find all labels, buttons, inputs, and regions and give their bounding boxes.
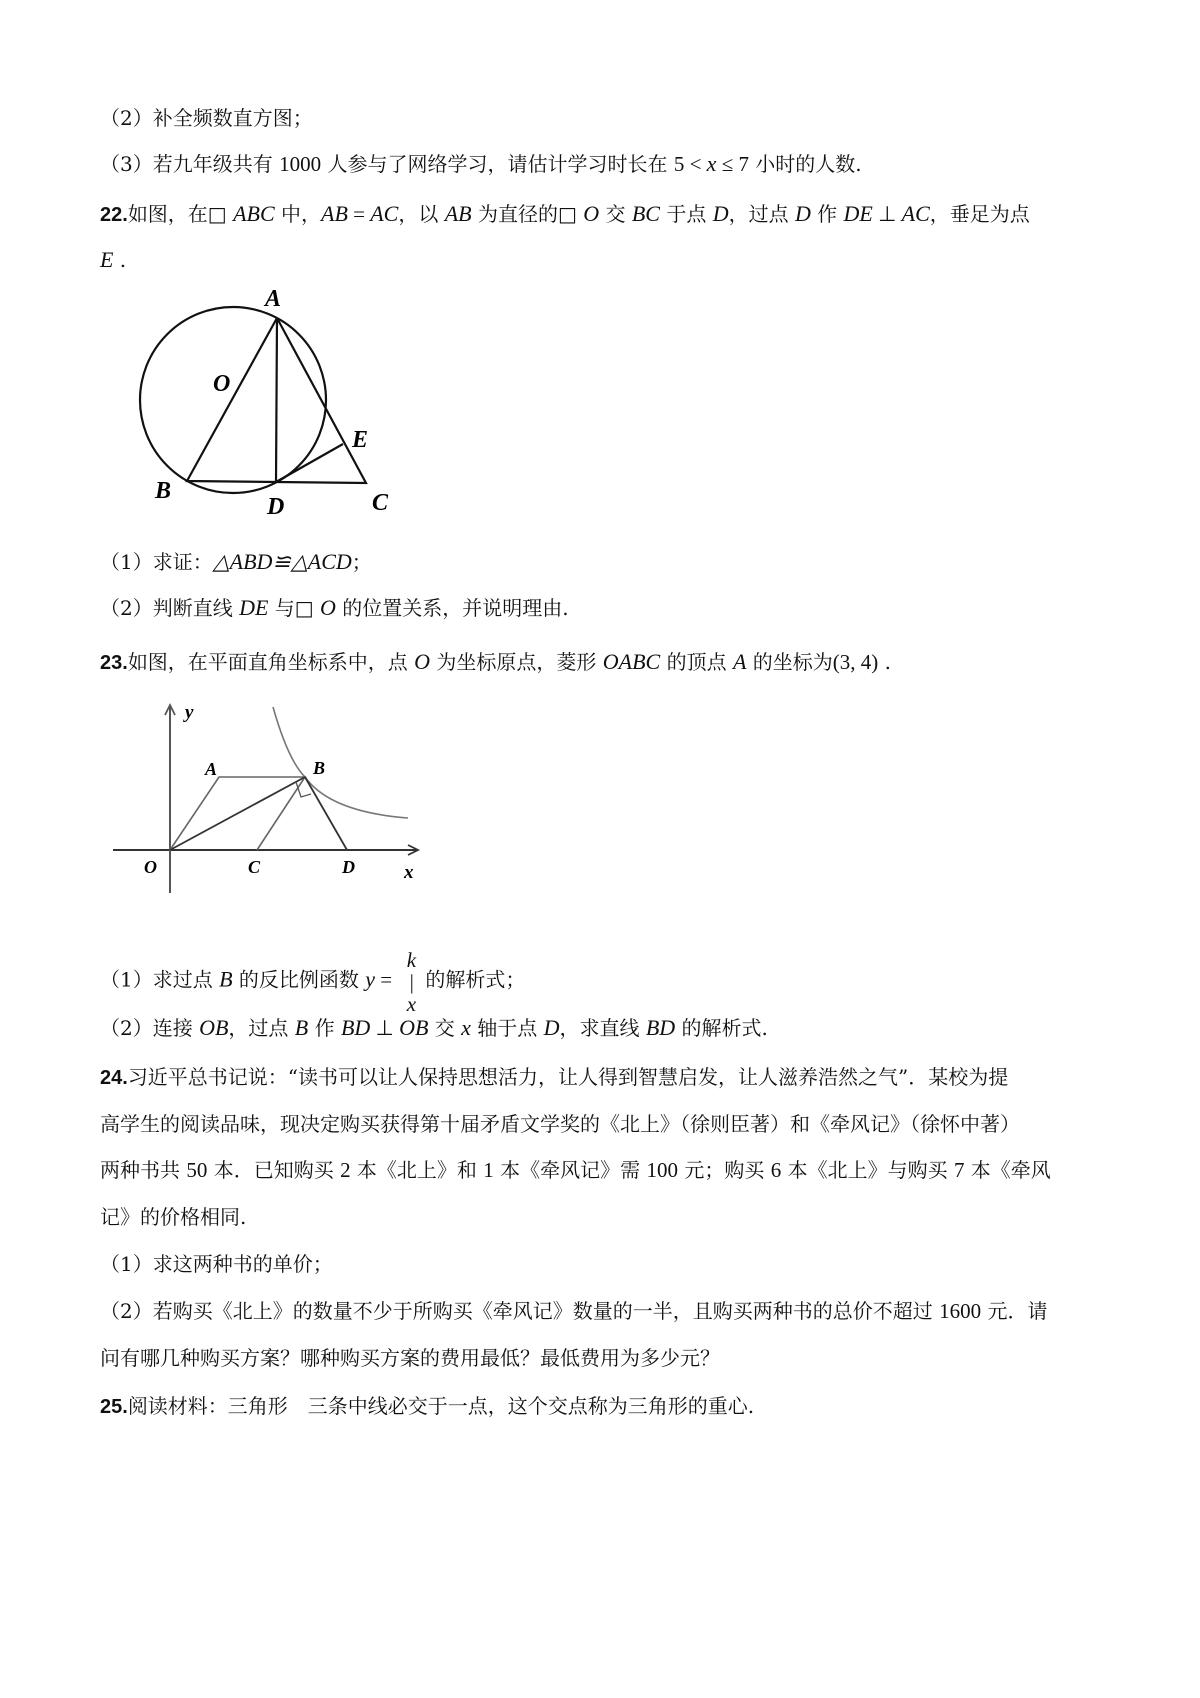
math-symbol: BC xyxy=(631,201,660,226)
text-segment: 两种书共 xyxy=(100,1158,187,1182)
math-symbol: y xyxy=(365,966,376,992)
math-symbol: △ABD≌△ACD xyxy=(212,549,352,574)
math-symbol: AC xyxy=(901,201,930,226)
figure-23-coordinate-rhombus xyxy=(100,690,440,920)
text-line-q24-2 xyxy=(100,1297,1047,1325)
math-symbol: D xyxy=(543,1015,560,1040)
text-segment: 习近平总书记说：“读书可以让人保持思想活力，让人得到智慧启发，让人滋养浩然之气”．某校为提 xyxy=(127,1065,1009,1089)
label-c: C xyxy=(248,857,261,877)
text-segment: ⊥ xyxy=(872,202,902,226)
text-line-q24 xyxy=(100,1063,1008,1092)
text-segment: 7 xyxy=(953,1158,965,1182)
math-symbol: ABC xyxy=(233,201,275,226)
math-symbol: OABC xyxy=(602,649,661,674)
label-o: O xyxy=(213,371,231,397)
text-segment: （1）求证： xyxy=(100,550,213,574)
text-line-q24-2b xyxy=(100,1344,720,1372)
text-segment: 与□ xyxy=(268,596,321,620)
text-segment: （1）求这两种书的单价； xyxy=(100,1252,333,1276)
text-segment: ⊥ xyxy=(370,1016,400,1040)
math-symbol: AB xyxy=(321,201,348,226)
text-line-q22-1 xyxy=(100,548,372,576)
text-segment: 1 xyxy=(483,1158,494,1182)
text-segment: 轴于点 xyxy=(470,1016,544,1040)
text-line-q22-cont xyxy=(100,246,126,274)
text-segment: 50 xyxy=(186,1158,208,1182)
text-line-q24-l4 xyxy=(100,1203,246,1231)
math-symbol: DE xyxy=(239,595,269,620)
text-segment: 为直径的□ xyxy=(471,202,584,226)
text-segment: 交 xyxy=(599,202,632,226)
text-line-q23-1 xyxy=(100,948,525,1014)
text-segment: 作 xyxy=(308,1016,341,1040)
question-number: 22. xyxy=(100,204,128,226)
fraction-k-over-x: k|x xyxy=(399,948,424,1014)
text-line-q21-3 xyxy=(100,150,862,178)
math-symbol: D xyxy=(712,201,729,226)
text-line-q23 xyxy=(100,648,891,677)
text-line-q22 xyxy=(100,200,1030,229)
text-segment: 的反比例函数 xyxy=(232,967,366,992)
math-symbol: AC xyxy=(370,201,399,226)
text-line-q22-2 xyxy=(100,594,569,622)
label-d: D xyxy=(342,857,355,877)
text-segment: 为坐标原点，菱形 xyxy=(430,650,603,674)
text-segment: 1000 xyxy=(279,152,322,176)
label-a: A xyxy=(265,286,282,312)
math-symbol: BD xyxy=(645,1015,676,1040)
text-segment: 的位置关系，并说明理由. xyxy=(335,596,569,620)
text-segment: = xyxy=(347,202,371,226)
label-x: x xyxy=(404,862,414,883)
label-b: B xyxy=(313,758,326,778)
text-segment: = xyxy=(375,967,398,992)
hyperbola-curve xyxy=(273,707,408,818)
text-segment: 交 xyxy=(428,1016,462,1040)
text-segment: （1）求过点 xyxy=(100,967,220,992)
text-segment: 6 xyxy=(770,1158,782,1182)
text-segment: ； xyxy=(351,550,372,574)
text-segment: ，以 xyxy=(398,202,445,226)
text-segment: . xyxy=(878,650,891,674)
text-segment: 如图，在□ xyxy=(127,202,234,226)
figure-22-circle-triangle xyxy=(120,280,420,530)
text-segment: ≤ 7 xyxy=(716,152,749,176)
text-segment: ，求直线 xyxy=(559,1016,646,1040)
math-symbol: O xyxy=(414,649,431,674)
math-symbol: D xyxy=(794,201,811,226)
text-segment: 于点 xyxy=(659,202,713,226)
math-symbol: O xyxy=(320,595,336,620)
text-segment: 本．已知购买 xyxy=(207,1158,341,1182)
text-segment: （2）补全频数直方图； xyxy=(100,106,313,130)
text-segment: （2）若购买《北上》的数量不少于所购买《牵风记》数量的一半，且购买两种书的总价不超过 xyxy=(100,1299,940,1323)
text-segment: ，过点 xyxy=(228,1016,295,1040)
text-segment: 100 xyxy=(646,1158,679,1182)
segment-bd xyxy=(305,777,347,850)
text-segment: 2 xyxy=(340,1158,351,1182)
text-line-q24-l3 xyxy=(100,1156,1051,1184)
math-symbol: BD xyxy=(340,1015,371,1040)
text-segment: 的解析式. xyxy=(675,1016,768,1040)
label-e: E xyxy=(352,427,369,453)
math-symbol: OB xyxy=(399,1015,429,1040)
question-number: 23. xyxy=(100,652,128,674)
text-line-q24-1 xyxy=(100,1250,333,1278)
text-segment: 人参与了网络学习，请估计学习时长在 xyxy=(321,152,674,176)
text-segment: 中， xyxy=(274,202,321,226)
question-number: 24. xyxy=(100,1067,128,1089)
text-segment: 的顶点 xyxy=(660,650,733,674)
text-segment: 元．请 xyxy=(981,1299,1048,1323)
text-line-q21-2 xyxy=(100,104,313,132)
circle-o xyxy=(140,307,326,493)
text-line-q25 xyxy=(100,1392,754,1421)
text-segment: 5 < xyxy=(673,152,707,176)
text-segment: 的解析式； xyxy=(425,967,526,992)
text-segment: ，垂足为点 xyxy=(929,202,1030,226)
segment-ad xyxy=(276,318,277,482)
label-c: C xyxy=(372,490,389,516)
text-segment: 元；购买 xyxy=(678,1158,771,1182)
text-segment: 记》的价格相同. xyxy=(100,1205,247,1229)
text-segment: . xyxy=(113,248,127,272)
text-line-q24-l2 xyxy=(100,1110,1020,1138)
text-line-q23-2 xyxy=(100,1014,768,1042)
text-segment: 1600 xyxy=(939,1299,982,1323)
math-symbol: B xyxy=(219,966,233,992)
text-segment: 的坐标为 xyxy=(746,650,833,674)
text-segment: 本《牵风 xyxy=(964,1158,1051,1182)
math-symbol: x xyxy=(706,151,717,176)
label-a: A xyxy=(205,759,218,779)
label-d: D xyxy=(267,494,285,520)
text-segment: 阅读材料：三角形 三条中线必交于一点，这个交点称为三角形的重心. xyxy=(127,1394,755,1418)
text-segment: 本《北上》和 xyxy=(350,1158,484,1182)
label-o: O xyxy=(144,857,157,877)
text-segment: ，过点 xyxy=(728,202,795,226)
text-segment: 如图，在平面直角坐标系中，点 xyxy=(127,650,415,674)
question-number: 25. xyxy=(100,1396,128,1418)
text-segment: 高学生的阅读品味，现决定购买获得第十届矛盾文学奖的《北上》（徐则臣著）和《牵风记》（徐怀中著） xyxy=(100,1112,1020,1136)
segment-ob xyxy=(170,777,305,850)
text-segment: 本《北上》与购买 xyxy=(781,1158,954,1182)
text-segment: 小时的人数. xyxy=(748,152,862,176)
text-segment: 本《牵风记》需 xyxy=(493,1158,647,1182)
math-symbol: DE xyxy=(843,201,873,226)
math-symbol: A xyxy=(732,649,747,674)
math-symbol: O xyxy=(583,201,600,226)
label-b: B xyxy=(155,478,172,504)
math-symbol: AB xyxy=(444,201,472,226)
math-symbol: B xyxy=(294,1015,309,1040)
text-segment: （3）若九年级共有 xyxy=(100,152,280,176)
text-segment: (3, 4) xyxy=(832,650,879,674)
text-segment: 问有哪几种购买方案？哪种购买方案的费用最低？最低费用为多少元？ xyxy=(100,1346,720,1370)
text-segment: 作 xyxy=(810,202,844,226)
math-symbol: E xyxy=(100,247,114,272)
text-segment: （2）判断直线 xyxy=(100,596,240,620)
math-symbol: x xyxy=(461,1015,471,1040)
segment-de xyxy=(276,444,343,482)
text-segment: （2）连接 xyxy=(100,1016,200,1040)
math-symbol: OB xyxy=(199,1015,229,1040)
label-y: y xyxy=(185,702,194,723)
